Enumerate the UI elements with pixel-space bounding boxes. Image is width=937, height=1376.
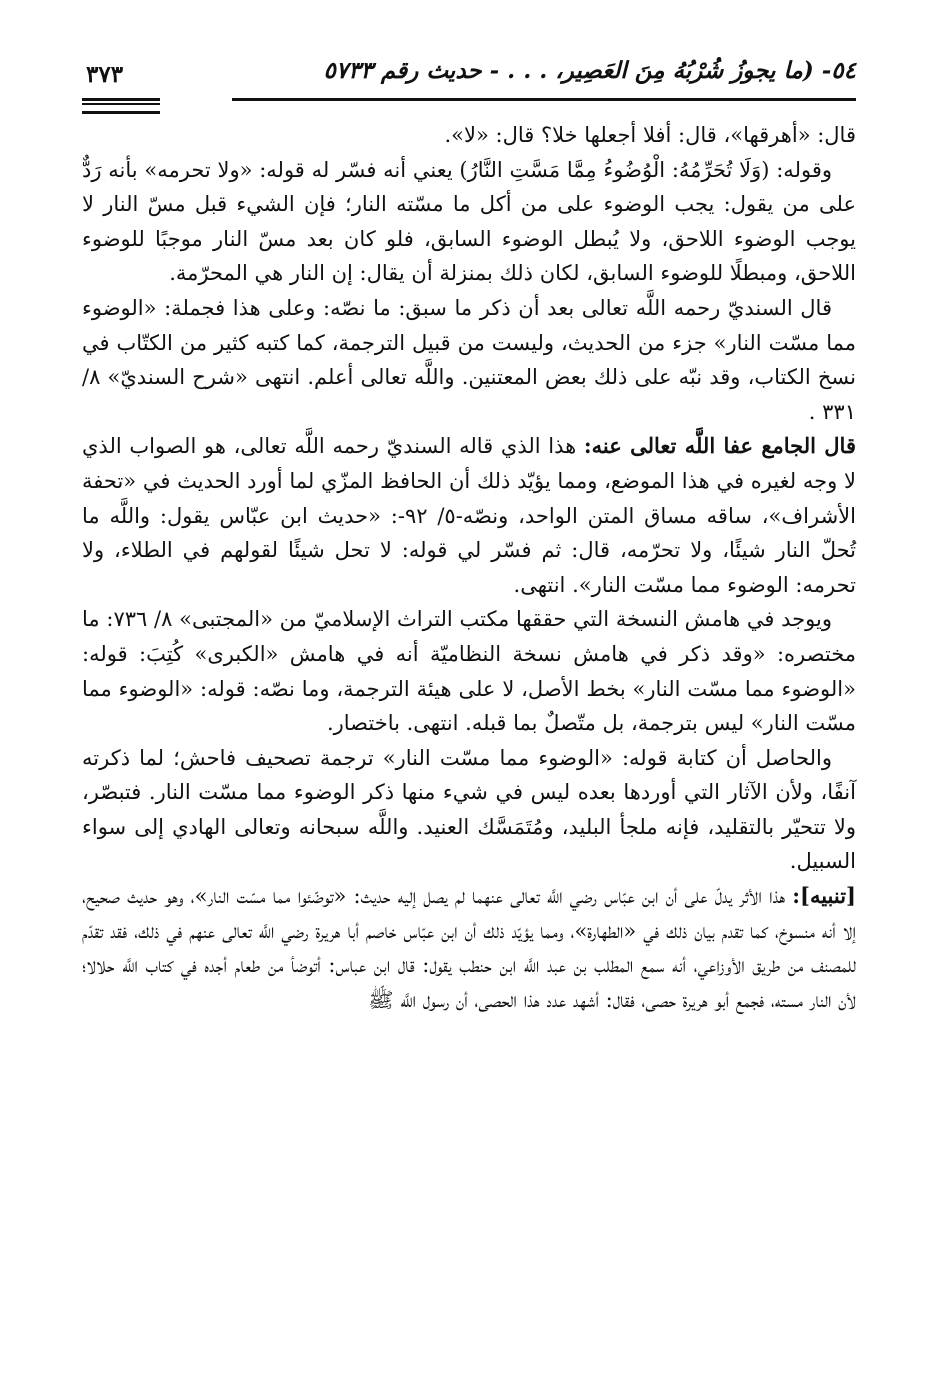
page-header <box>82 48 856 88</box>
paragraph: قال السنديّ رحمه اللَّه تعالى بعد أن ذكر ما سبق: ما نصّه: وعلى هذا فجملة: «الوضوء مما مسّت النار» جزء من الحديث، وليست من قبيل الترجمة، كما كتبه كثير من الكتّاب في نسخ الكتاب، وقد نبّه على ذلك بعض المعتنين. واللَّه تعالى أعلم. انتهى «شرح السنديّ» ٨/ ٣٣١ . <box>82 295 856 424</box>
paragraph: ويوجد في هامش النسخة التي حققها مكتب التراث الإسلاميّ من «المجتبى» ٨/ ٧٣٦: ما مختصره: «وقد ذكر في هامش نسخة النظاميّة أنه في هامش «الكبرى» كُتِبَ: قوله: «الوضوء مما مسّت النار» بخط الأصل، لا على هيئة الترجمة، وما نصّه: قوله: «الوضوء مما مسّت النار» ليس بترجمة، بل متّصلٌ بما قبله. انتهى. باختصار. <box>82 607 856 736</box>
paragraph: وقوله: (وَلَا تُحَرِّمُهُ: الْوُضُوءُ مِمَّا مَسَّتِ النَّارُ) يعني أنه فسّر له قوله: «ولا تحرمه» بأنه رَدٌّ على من يقول: يجب الوضوء على من أكل ما مسّته النار؛ فإن الشيء قبل مسّ النار لا يوجب الوضوء اللاحق، ولا يُبطل الوضوء السابق، فلو كان بعد مسّ النار موجبًا للوضوء اللاحق، ومبطلًا للوضوء السابق، لكان ذلك بمنزلة أن يقال: إن النار هي المحرّمة. <box>82 157 856 286</box>
running-title: ٥٤- (ما يجوزُ شُرْبُهُ مِنَ العَصِير، . . . - حديث رقم ٥٧٣٣ <box>323 57 856 84</box>
paragraph: والحاصل أن كتابة قوله: «الوضوء مما مسّت النار» ترجمة تصحيف فاحش؛ لما ذكرته آنفًا، ولأن الآثار التي أوردها بعده ليس في شيء منها ذكر الوضوء مما مسّت النار. فتبصّر، ولا تتحيّر بالتقليد، فإنه ملجأ البليد، ومُتَمَسَّك العنيد. واللَّه سبحانه وتعالى الهادي إلى سواء السبيل. <box>82 745 856 874</box>
paragraph-lead: [تنبيه]: <box>792 883 856 909</box>
paragraph-lead: قال الجامع عفا اللَّه تعالى عنه: <box>583 433 856 459</box>
document-page <box>82 48 856 1017</box>
page-number: ٣٧٣ <box>86 61 124 88</box>
paragraph: قال الجامع عفا اللَّه تعالى عنه: هذا الذي قاله السنديّ رحمه اللَّه تعالى، هو الصواب الذي لا وجه لغيره في هذا الموضع، ومما يؤيّد ذلك أن الحافظ المزّي لما أورد الحديث في «تحفة الأشراف»، ساقه مساق المتن الواحد، ونصّه-٥/ ٩٢-: «حديث ابن عبّاس يقول: واللَّه ما تُحلّ النار شيئًا، ولا تحرّمه، قال: ثم فسّر لي قوله: لا تحل شيئًا لقولهم في الطلاء، ولا تحرمه: الوضوء مما مسّت النار». انتهى. <box>82 433 856 597</box>
header-rule-line <box>232 98 856 101</box>
body-text <box>82 118 856 1017</box>
paragraph: قال: «أهرقها»، قال: أفلا أجعلها خلا؟ قال: «لا». <box>444 123 856 147</box>
header-rule-double-line <box>82 98 160 114</box>
paragraph: [تنبيه]: هذا الأثر يدلّ على أن ابن عبّاس رضي اللَّه تعالى عنهما لم يصل إليه حديث: «توضّئوا مما مسّت النار»، وهو حديث صحيح، إلا أنه منسوخ، كما تقدم بيان ذلك في «الطهارة»، ومما يؤيّد ذلك أن ابن عبّاس خاصم أبا هريرة رضي اللَّه تعالى عنهم في ذلك، فقد تقدّم للمصنف من طريق الأوزاعي، أنه سمع المطلب بن عبد اللَّه ابن حنطب يقول: قال ابن عباس: أتوضأ من طعام أجده في كتاب اللَّه حلالا؛ لأن النار مسته، فجمع أبو هريرة حصى، فقال: أشهد عدد هذا الحصى، أن رسول اللَّه ﷺ <box>82 883 856 1012</box>
